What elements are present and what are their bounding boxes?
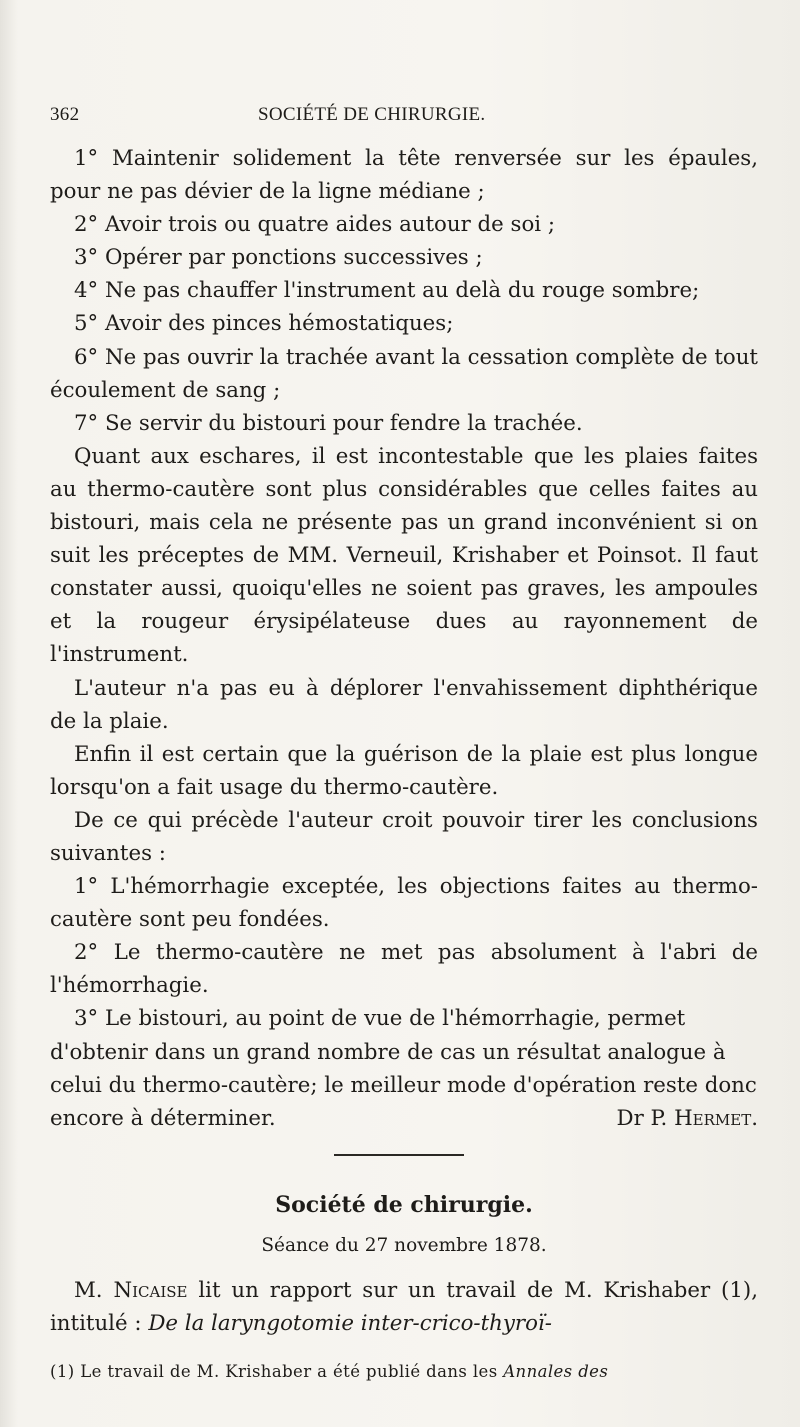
- work-title: De la laryngotomie inter-crico-thyroï-: [148, 1311, 552, 1336]
- paragraph-5: 5° Avoir des pinces hémostatiques;: [74, 311, 454, 337]
- footnote-text: (1) Le travail de M. Krishaber a été publié dans les: [50, 1362, 504, 1381]
- paragraph-1: 1° Maintenir solidement la tête renversée sur les épaules, pour ne pas dévier de la ligne médiane ;: [50, 146, 758, 205]
- running-head: [50, 104, 760, 132]
- paragraph-7: 7° Se servir du bistouri pour fendre la trachée.: [74, 410, 583, 436]
- paragraph-6: 6° Ne pas ouvrir la trachée avant la cessation complète de tout écoulement de sang ;: [50, 344, 758, 403]
- paragraph-10: Enfin il est certain que la guérison de la plaie est plus longue lorsqu'on a fait usage du thermo-cautère.: [50, 741, 758, 800]
- signature: [593, 1102, 758, 1135]
- paragraph-14: [50, 1002, 758, 1134]
- signature-prefix: Dr P.: [616, 1105, 675, 1131]
- report-summary-text: [50, 142, 758, 1135]
- page-number: 362: [50, 104, 80, 125]
- footnote: [50, 1362, 758, 1381]
- session-text: [50, 1274, 758, 1340]
- paragraph-12: 1° L'hémorrhagie exceptée, les objections faites au thermo-cautère sont peu fondées.: [50, 874, 758, 933]
- paragraph-11: De ce qui précède l'auteur croit pouvoir tirer les conclusions suivantes :: [50, 807, 758, 866]
- paragraph-8: Quant aux eschares, il est incontestable que les plaies faites au thermo-cautère sont plus considérables que celles faites au bistouri, mais cela ne présente pas un grand inconvénient si on suit les préceptes de MM. Verneuil, Krishaber et Poinsot. Il faut constater aussi, quoiqu'elles ne soient pas graves, les ampoules et la rougeur érysipélateuse dues au rayonnement de l'instrument.: [50, 443, 758, 668]
- paragraph-4: 4° Ne pas chauffer l'instrument au delà du rouge sombre;: [74, 278, 700, 304]
- paragraph-9: L'auteur n'a pas eu à déplorer l'envahissement diphthérique de la plaie.: [50, 675, 758, 734]
- paragraph-13: 2° Le thermo-cautère ne met pas absolument à l'abri de l'hémorrhagie.: [50, 940, 758, 999]
- report-intro: lit un rapport sur un travail de M. Krishaber (1), intitulé :: [50, 1278, 758, 1336]
- section-divider: [334, 1154, 464, 1156]
- footnote-italic: Annales des: [503, 1362, 609, 1381]
- section-title: Société de chirurgie.: [275, 1192, 533, 1218]
- signature-name: Hermet.: [674, 1105, 758, 1131]
- conclusion-3-text: 3° Le bistouri, au point de vue de l'hémorrhagie, permet d'obtenir dans un grand nombre de cas un résultat analogue à celui du thermo-cautère; le meilleur mode d'opération reste donc encore à déterminer.: [50, 1006, 757, 1131]
- running-title: SOCIÉTÉ DE CHIRURGIE.: [258, 104, 486, 125]
- report-paragraph: [50, 1274, 758, 1340]
- session-date: Séance du 27 novembre 1878.: [261, 1235, 547, 1256]
- paragraph-2: 2° Avoir trois ou quatre aides autour de soi ;: [74, 212, 556, 238]
- paragraph-3: 3° Opérer par ponctions successives ;: [74, 245, 483, 271]
- speaker-name: M. Nicaise: [74, 1278, 188, 1303]
